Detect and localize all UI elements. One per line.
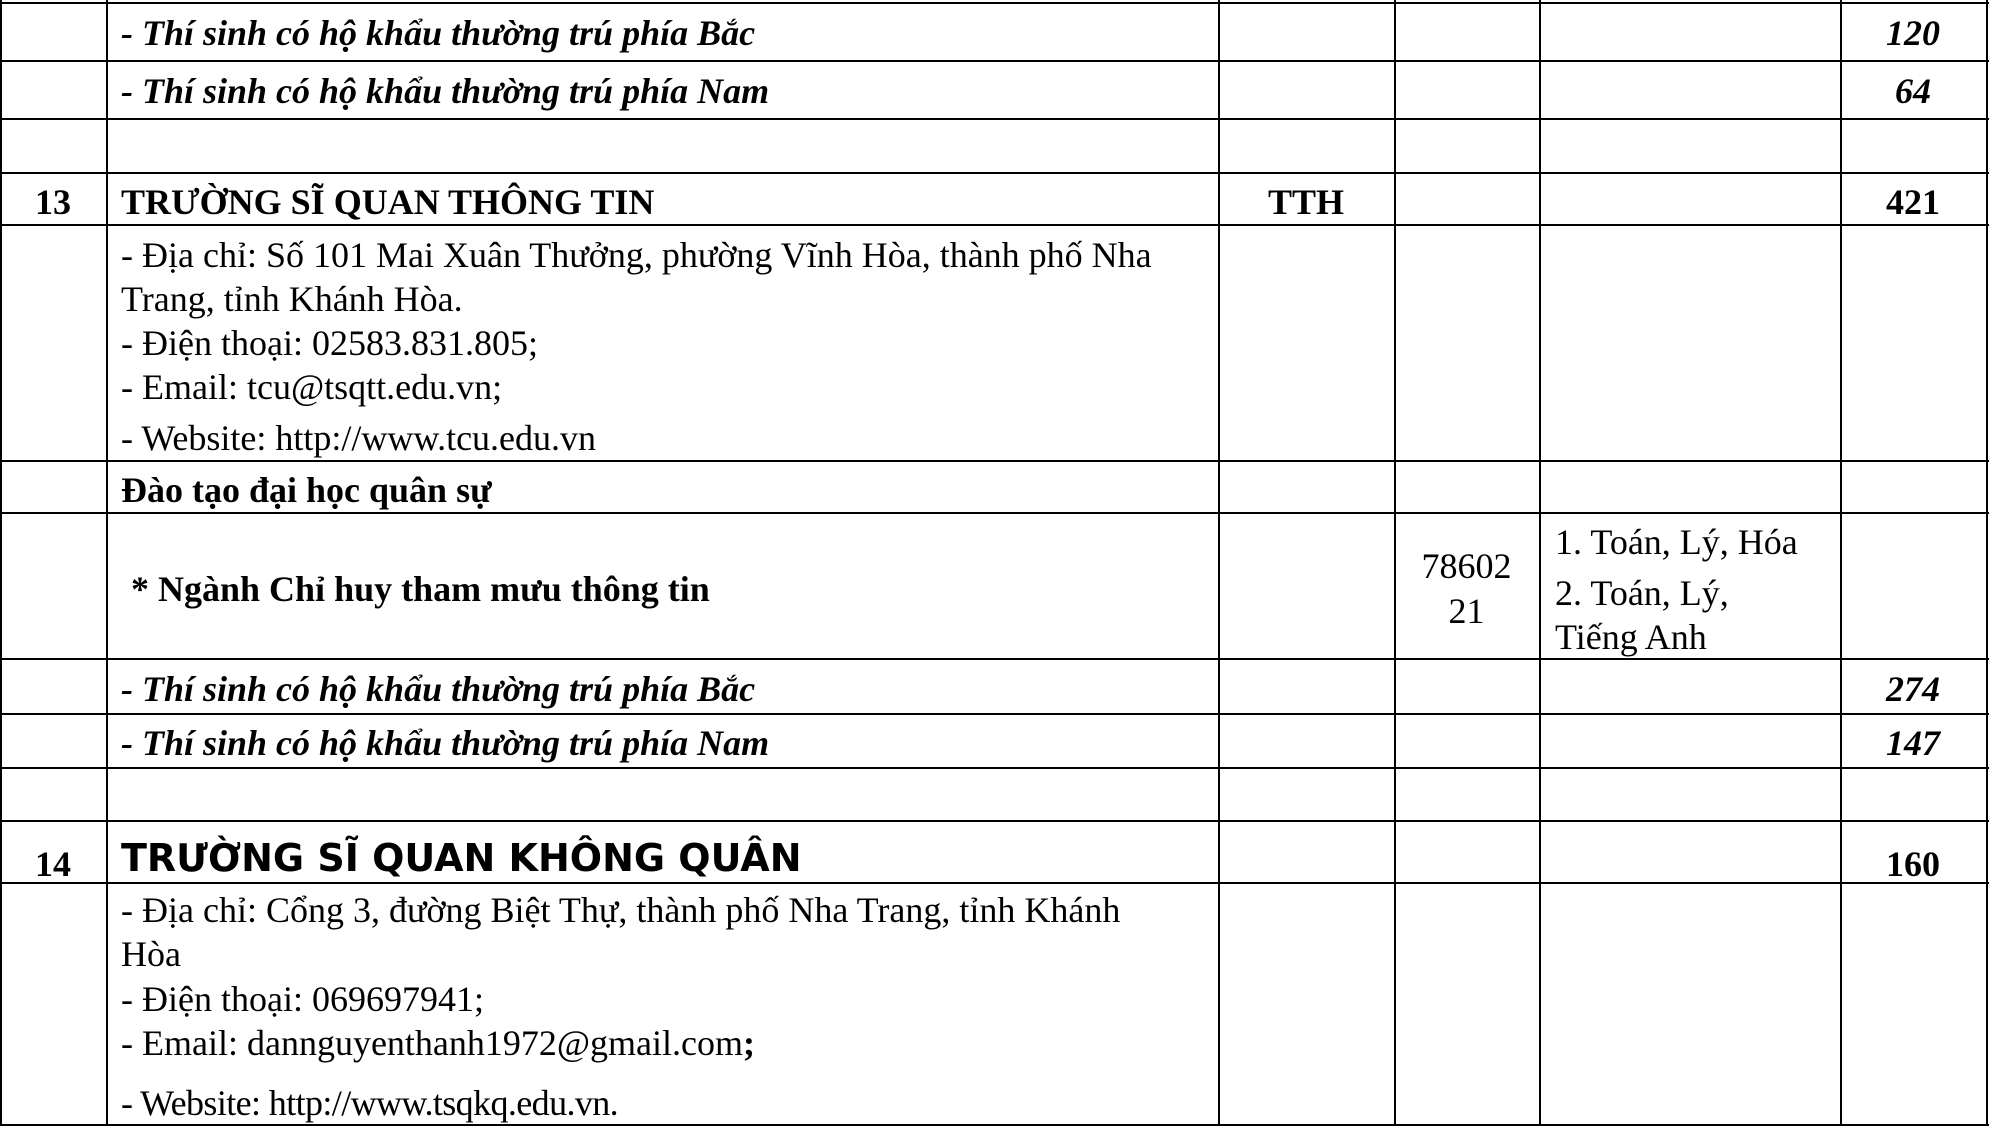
quota-north: 120 <box>1886 13 1940 53</box>
email-text: - Email: dannguyenthanh1972@gmail.com <box>121 1023 744 1063</box>
school-total: 160 <box>1886 844 1940 884</box>
school-name: TRƯỜNG SĨ QUAN THÔNG TIN <box>121 182 655 222</box>
email-line: - Email: tcu@tsqtt.edu.vn; <box>121 367 503 407</box>
quota-north: 274 <box>1886 669 1940 709</box>
phone-line: - Điện thoại: 02583.831.805; <box>121 323 538 363</box>
email-line <box>121 1022 755 1064</box>
school-number: 13 <box>35 182 71 222</box>
address-line: - Địa chỉ: Cổng 3, đường Biệt Thự, thành phố Nha Trang, tỉnh Khánh <box>121 890 1121 930</box>
quota-south: 64 <box>1895 71 1931 111</box>
major-code: 21 <box>1448 591 1485 631</box>
email-suffix: ; <box>743 1023 756 1063</box>
website-line: - Website: http://www.tcu.edu.vn <box>121 418 597 458</box>
subject-combo: 2. Toán, Lý, <box>1555 573 1729 613</box>
school-number: 14 <box>35 844 71 884</box>
row-label-south: - Thí sinh có hộ khẩu thường trú phía Nam <box>121 723 770 763</box>
school-code: TTH <box>1267 182 1345 222</box>
row-label-north: - Thí sinh có hộ khẩu thường trú phía Bắc <box>121 669 756 709</box>
subject-combo: Tiếng Anh <box>1555 617 1707 657</box>
phone-line: - Điện thoại: 069697941; <box>121 979 484 1019</box>
quota-south: 147 <box>1886 723 1940 763</box>
address-line: Hòa <box>121 934 181 974</box>
subject-combo: 1. Toán, Lý, Hóa <box>1555 522 1798 562</box>
training-label: Đào tạo đại học quân sự <box>121 470 492 510</box>
school-total: 421 <box>1886 182 1940 222</box>
major-name: * Ngành Chỉ huy tham mưu thông tin <box>131 569 710 609</box>
address-line: - Địa chỉ: Số 101 Mai Xuân Thưởng, phường Vĩnh Hòa, thành phố Nha <box>121 235 1152 275</box>
school-name: TRƯỜNG SĨ QUAN KHÔNG QUÂN <box>121 836 802 880</box>
major-code: 78602 <box>1421 546 1512 586</box>
address-line: Trang, tỉnh Khánh Hòa. <box>121 279 463 319</box>
website-line: - Website: http://www.tsqkq.edu.vn. <box>121 1083 619 1123</box>
row-label-south: - Thí sinh có hộ khẩu thường trú phía Nam <box>121 71 770 111</box>
row-label-north: - Thí sinh có hộ khẩu thường trú phía Bắc <box>121 13 756 53</box>
